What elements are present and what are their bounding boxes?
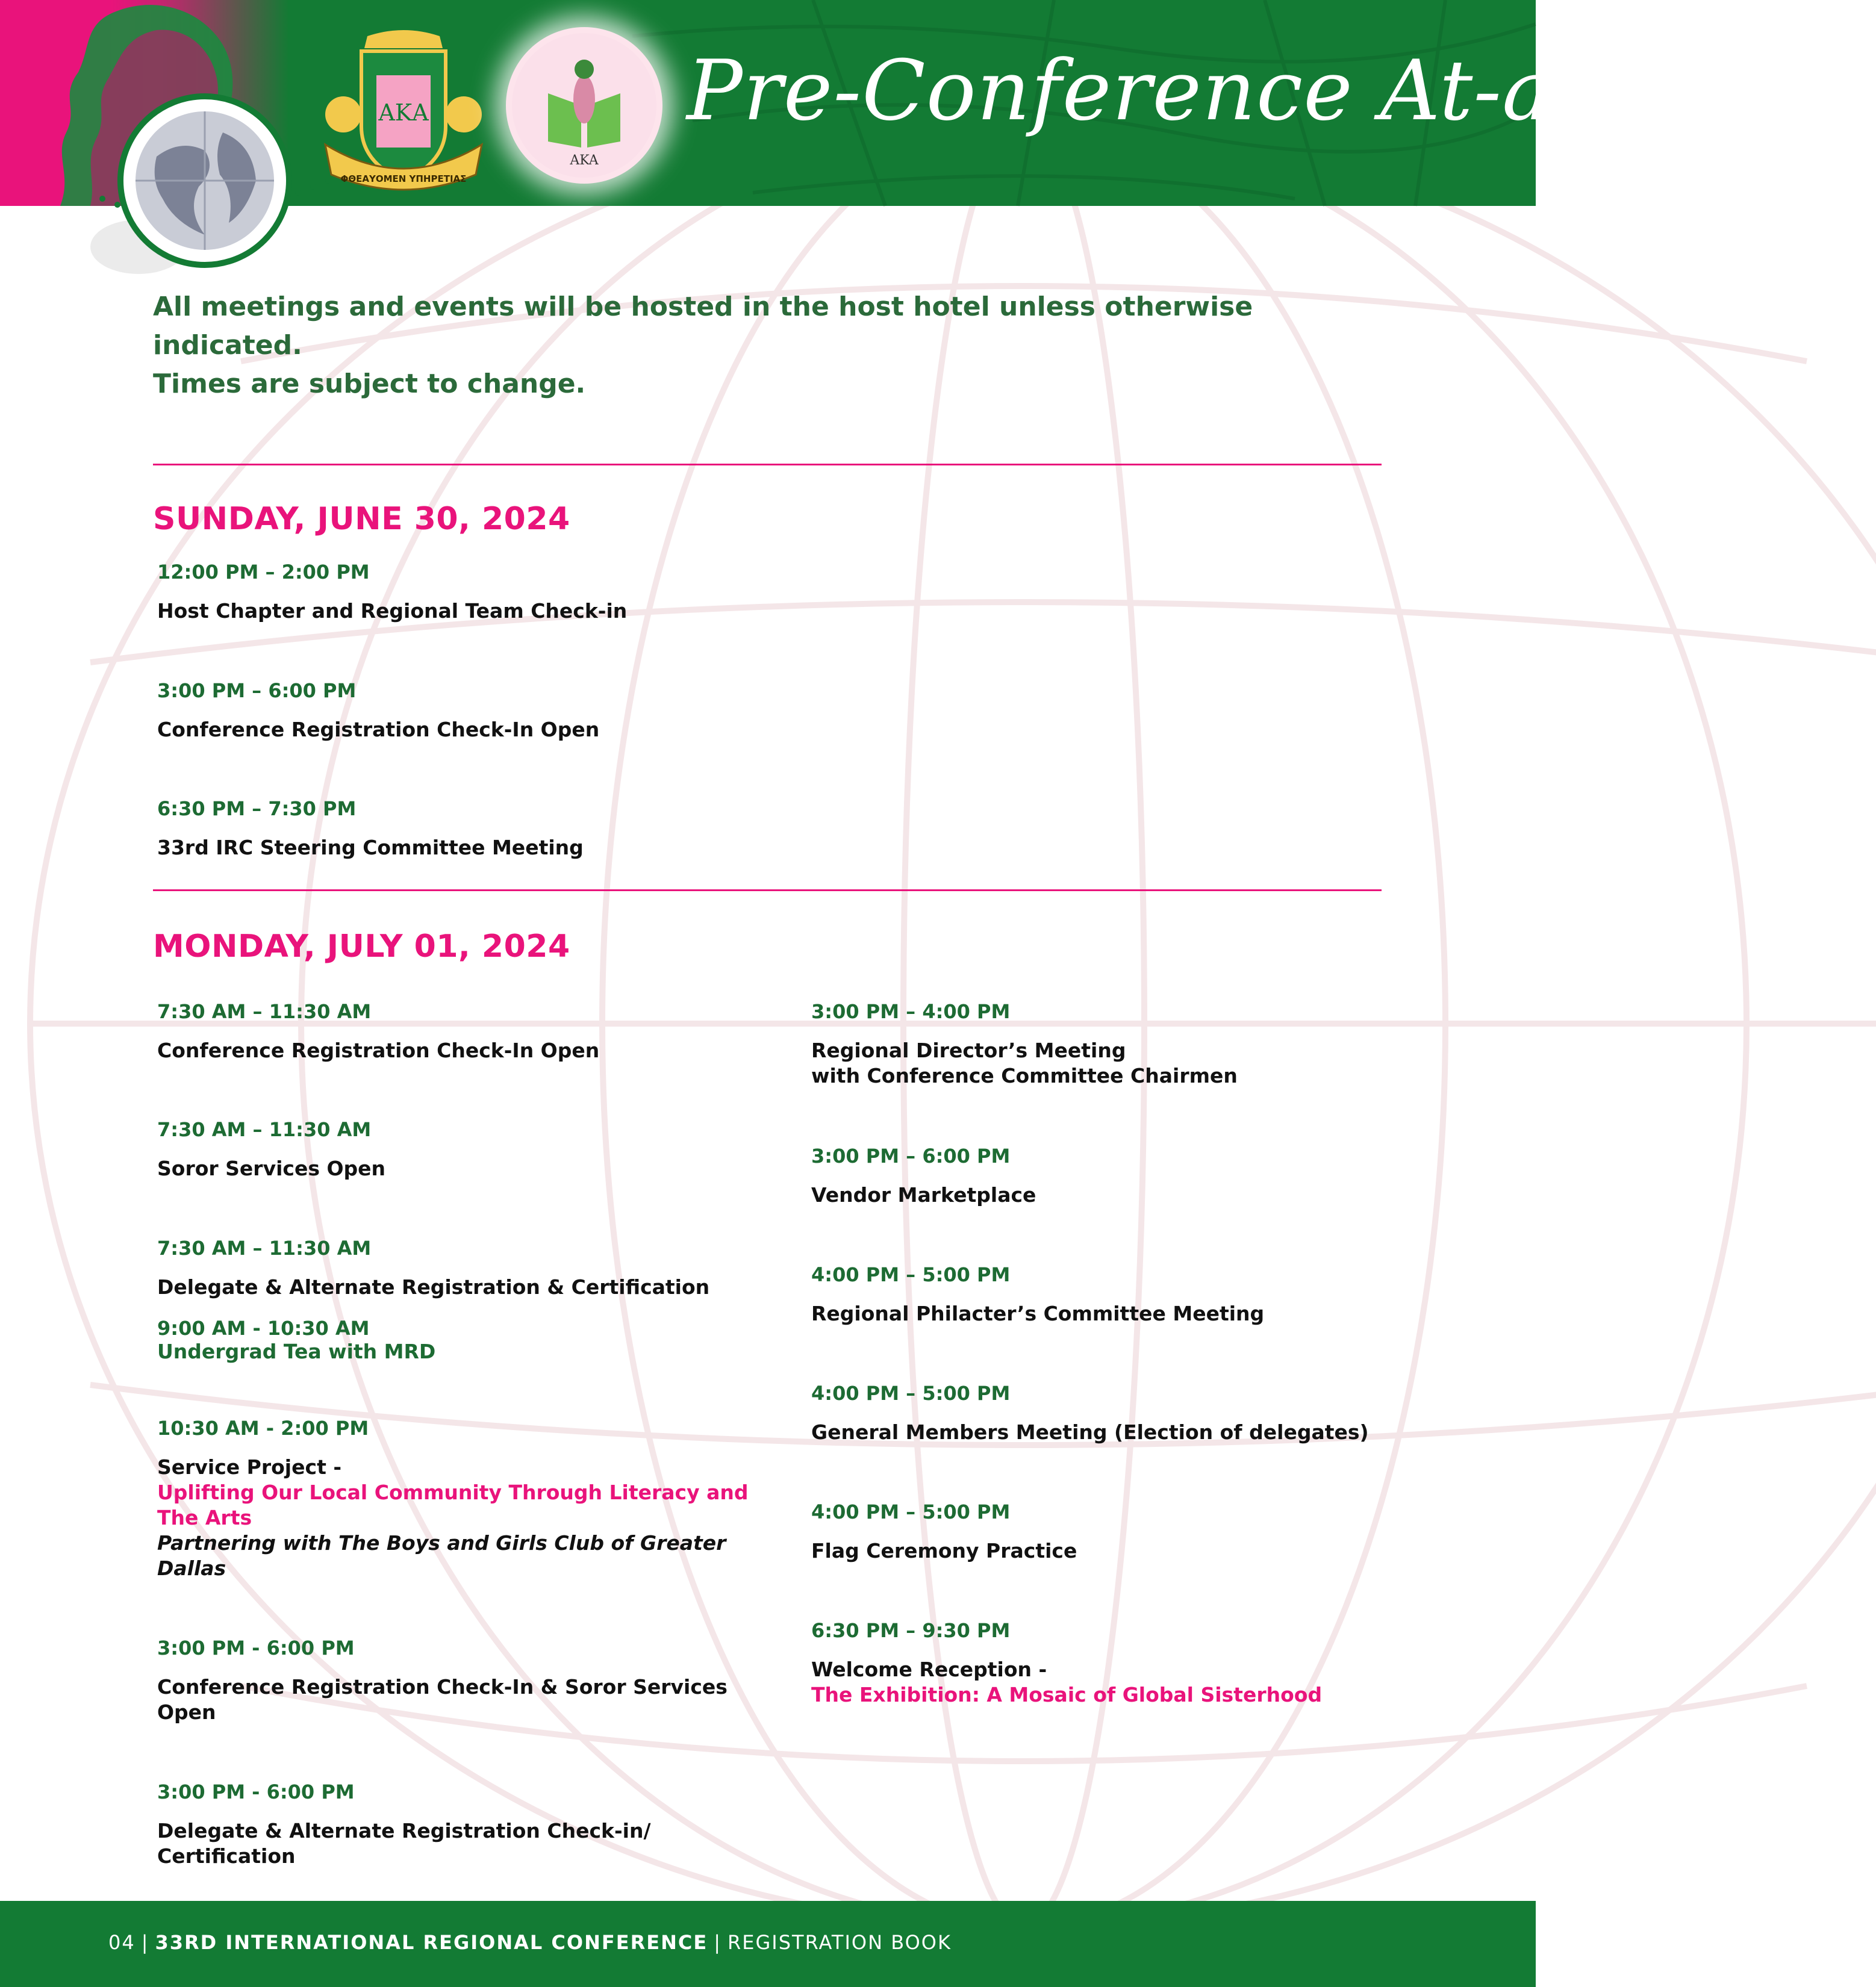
event-title: 33rd IRC Steering Committee Meeting [157, 836, 584, 859]
event-title-main: Service Project - [157, 1455, 342, 1479]
intro-line-1: All meetings and events will be hosted in the host hotel unless otherwise indicated. [153, 291, 1253, 361]
page-footer [0, 1901, 1536, 1987]
event-time: 9:00 AM - 10:30 AM [157, 1317, 370, 1340]
page-number: 04 [108, 1931, 136, 1954]
event-item [157, 1317, 435, 1364]
event-item [811, 1145, 1036, 1208]
emblem-figure-icon [506, 27, 662, 184]
event-time: 10:30 AM - 2:00 PM [157, 1417, 369, 1440]
event-time: 7:30 AM – 11:30 AM [157, 1118, 372, 1141]
event-title: General Members Meeting (Election of delegates) [811, 1420, 1369, 1444]
footer-book-title: REGISTRATION BOOK [728, 1931, 952, 1954]
event-title-line-2: with Conference Committee Chairmen [811, 1064, 1238, 1087]
event-title: Delegate & Alternate Registration Check-in/ Certification [157, 1819, 651, 1868]
section-divider [153, 464, 1382, 465]
event-item [811, 1620, 1322, 1708]
sorority-crest-icon [319, 24, 488, 199]
event-time: 4:00 PM – 5:00 PM [811, 1263, 1011, 1286]
event-title-main: Welcome Reception - [811, 1658, 1047, 1681]
event-item [811, 1382, 1369, 1445]
footer-conference-name: 33RD INTERNATIONAL REGIONAL CONFERENCE [155, 1931, 708, 1954]
event-item [157, 1119, 385, 1181]
event-time: 4:00 PM – 5:00 PM [811, 1500, 1011, 1523]
event-time: 7:30 AM – 11:30 AM [157, 1237, 372, 1260]
event-partner-note: Partnering with The Boys and Girls Club of Greater Dallas [157, 1531, 726, 1580]
event-subtitle-highlight: The Exhibition: A Mosaic of Global Sisterhood [811, 1683, 1323, 1706]
footer-separator: | [141, 1931, 149, 1954]
event-item [811, 1001, 1238, 1089]
event-item [157, 561, 627, 624]
event-time: 6:30 PM – 7:30 PM [157, 797, 357, 820]
svg-text:ΦΘΕΑΥΟΜΕΝ ΥΠΗΡΕΤΙΑΣ: ΦΘΕΑΥΟΜΕΝ ΥΠΗΡΕΤΙΑΣ [340, 173, 467, 184]
event-time: 3:00 PM – 4:00 PM [811, 1000, 1011, 1023]
event-item [157, 1417, 759, 1581]
intro-note [153, 288, 1388, 403]
event-item [811, 1501, 1077, 1564]
event-title: Flag Ceremony Practice [811, 1539, 1077, 1563]
svg-text:ΑΚΑ: ΑΚΑ [378, 99, 429, 126]
day-heading-monday: MONDAY, JULY 01, 2024 [153, 928, 570, 965]
event-title: Vendor Marketplace [811, 1183, 1036, 1207]
event-item [811, 1264, 1264, 1326]
event-time: 4:00 PM – 5:00 PM [811, 1382, 1011, 1405]
event-item [157, 1781, 699, 1869]
event-title [811, 1657, 1322, 1708]
event-title: Host Chapter and Regional Team Check-in [157, 599, 628, 623]
event-title: Conference Registration Check-In Open [157, 1039, 600, 1062]
event-time: 3:00 PM - 6:00 PM [157, 1637, 355, 1659]
event-item [157, 1237, 709, 1300]
globe-icon [114, 90, 295, 271]
intro-line-2: Times are subject to change. [153, 368, 586, 399]
event-title: Soror Services Open [157, 1157, 386, 1180]
conference-emblem [506, 27, 662, 184]
event-title [157, 1455, 759, 1581]
event-item [157, 798, 584, 860]
event-time: 7:30 AM – 11:30 AM [157, 1000, 372, 1023]
footer-separator: | [714, 1931, 722, 1954]
svg-text:AKA: AKA [570, 153, 599, 168]
event-title-line-1: Regional Director’s Meeting [811, 1039, 1126, 1062]
day-heading-sunday: SUNDAY, JUNE 30, 2024 [153, 501, 570, 537]
event-time: 3:00 PM - 6:00 PM [157, 1780, 355, 1803]
event-time: 12:00 PM – 2:00 PM [157, 561, 370, 583]
event-title: Conference Registration Check-In & Soror Services Open [157, 1675, 728, 1724]
event-title: Conference Registration Check-In Open [157, 718, 600, 741]
event-item [157, 1001, 599, 1063]
event-title: Regional Philacter’s Committee Meeting [811, 1302, 1265, 1325]
event-title: Undergrad Tea with MRD [157, 1340, 436, 1363]
page-title: Pre-Conference At-a-Glance [687, 42, 1876, 139]
event-title: Delegate & Alternate Registration & Certification [157, 1275, 710, 1299]
event-item [157, 1637, 735, 1725]
section-divider [153, 889, 1382, 891]
event-time: 3:00 PM – 6:00 PM [157, 679, 357, 702]
footer-text [108, 1931, 952, 1954]
event-item [157, 680, 599, 742]
event-time: 3:00 PM – 6:00 PM [811, 1145, 1011, 1168]
event-time: 6:30 PM – 9:30 PM [811, 1619, 1011, 1642]
event-subtitle-highlight: Uplifting Our Local Community Through Literacy and The Arts [157, 1481, 749, 1529]
event-title [811, 1038, 1238, 1089]
